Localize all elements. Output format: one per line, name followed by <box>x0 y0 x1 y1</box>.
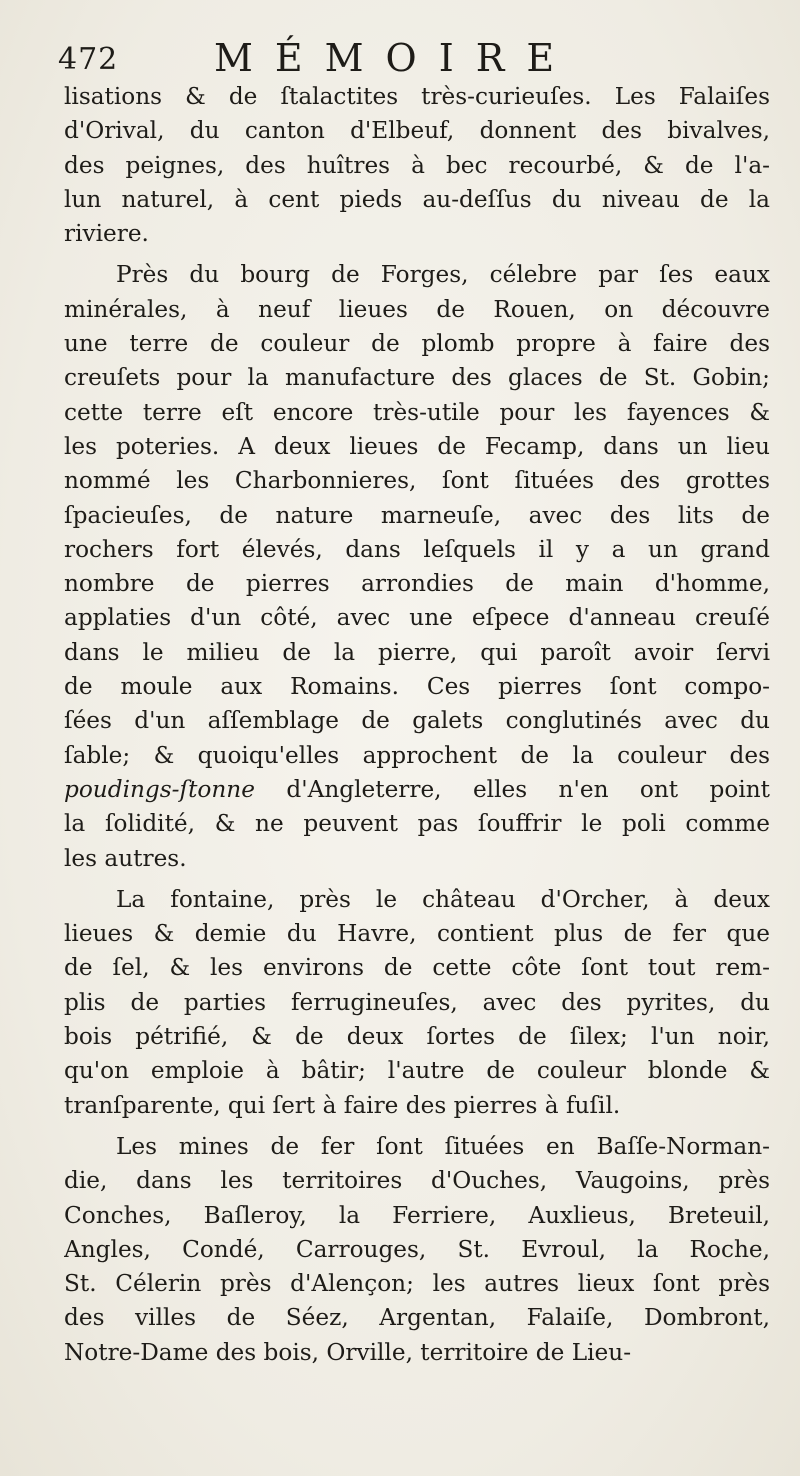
text-line: nommé les Charbonnieres, ſont ſituées des grottes <box>64 467 770 495</box>
text-line: de moule aux Romains. Ces pierres ſont compo- <box>64 673 770 701</box>
text-line: les autres. <box>64 844 187 872</box>
text-line: riviere. <box>64 220 149 248</box>
text-line: la ſolidité, & ne peuvent pas ſouffrir le poli comme <box>64 810 770 838</box>
text-line: Conches, Baſleroy, la Ferriere, Auxlieus, Breteuil, <box>64 1201 770 1229</box>
text-line: creuſets pour la manufacture des glaces de St. Gobin; <box>64 364 770 392</box>
text-line: die, dans les territoires d'Ouches, Vaugoins, près <box>64 1167 770 1195</box>
text-line: Angles, Condé, Carrouges, St. Evroul, la Roche, <box>64 1235 770 1263</box>
paragraph <box>64 258 770 875</box>
text-line: des villes de Séez, Argentan, Falaiſe, Dombront, <box>64 1304 770 1332</box>
text-line: cette terre eſt encore très-utile pour les fayences & <box>64 398 770 426</box>
text-line: La fontaine, près le château d'Orcher, à deux <box>116 885 770 913</box>
italic-term: poudings-ſtonne <box>64 775 255 803</box>
body-text <box>64 80 770 1370</box>
paragraph <box>64 80 770 251</box>
paragraph <box>64 883 770 1123</box>
text-line: les poteries. A deux lieues de Fecamp, dans un lieu <box>64 432 770 460</box>
text-line: plis de parties ferrugineuſes, avec des pyrites, du <box>64 988 770 1016</box>
text-line: applaties d'un côté, avec une eſpece d'anneau creuſé <box>64 604 770 632</box>
text-line: lun naturel, à cent pieds au-deſſus du niveau de la <box>64 185 770 213</box>
text-line: poudings-ſtonne d'Angleterre, elles n'en ont point <box>64 775 770 803</box>
text-line: des peignes, des huîtres à bec recourbé, & de l'a- <box>64 151 770 179</box>
text-line: qu'on emploie à bâtir; l'autre de couleur blonde & <box>64 1057 770 1085</box>
page-header <box>58 36 758 86</box>
text-line: Près du bourg de Forges, célebre par ſes eaux <box>116 261 770 289</box>
text-line: ſpacieuſes, de nature marneuſe, avec des lits de <box>64 501 770 529</box>
text-line: ſées d'un aſſemblage de galets conglutinés avec du <box>64 707 770 735</box>
text-line: St. Célerin près d'Alençon; les autres lieux ſont près <box>64 1270 770 1298</box>
text-line: ſable; & quoiqu'elles approchent de la couleur des <box>64 741 770 769</box>
text-line: une terre de couleur de plomb propre à faire des <box>64 330 770 358</box>
text-line: tranſparente, qui ſert à faire des pierres à fuſil. <box>64 1091 621 1119</box>
text-line: lisations & de ſtalactites très-curieuſes. Les Falaiſes <box>64 83 770 110</box>
paragraph <box>64 1130 770 1370</box>
text-line: nombre de pierres arrondies de main d'homme, <box>64 570 770 598</box>
text-line: Les mines de fer ſont ſituées en Baſſe-Norman- <box>116 1132 770 1160</box>
text-line: d'Orival, du canton d'Elbeuf, donnent des bivalves, <box>64 117 770 145</box>
text-line: rochers fort élevés, dans leſquels il y a un grand <box>64 535 770 563</box>
text-line: de ſel, & les environs de cette côte ſont tout rem- <box>64 954 770 982</box>
text-line: bois pétrifié, & de deux ſortes de ſilex; l'un noir, <box>64 1023 770 1051</box>
running-title: MÉMOIRE <box>214 36 577 80</box>
page-number: 472 <box>58 42 119 77</box>
text-line: dans le milieu de la pierre, qui paroît avoir ſervi <box>64 638 770 666</box>
text-line: lieues & demie du Havre, contient plus de fer que <box>64 920 770 948</box>
text-line: minérales, à neuf lieues de Rouen, on découvre <box>64 295 770 323</box>
text-line: Notre-Dame des bois, Orville, territoire de Lieu- <box>64 1338 632 1366</box>
